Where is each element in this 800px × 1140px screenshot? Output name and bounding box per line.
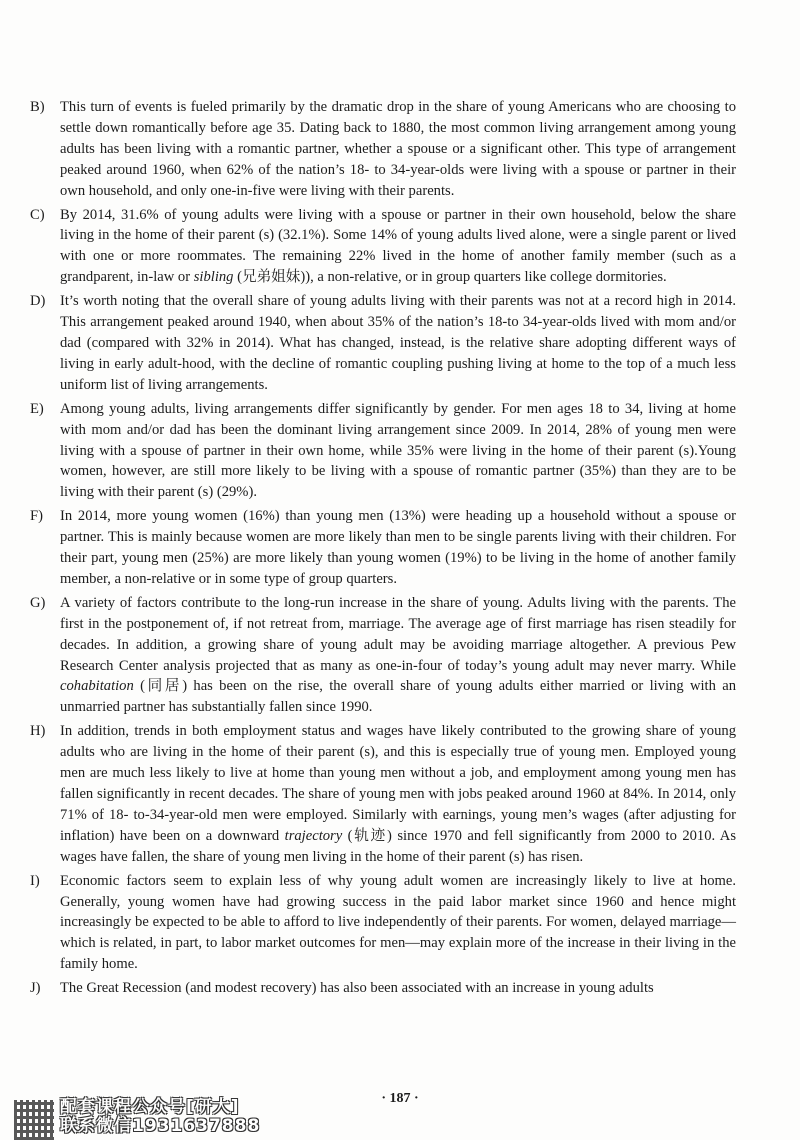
paragraph-text: A variety of factors contribute to the long-run increase in the share of young. Adults living with the parents. The first in the postponement of, if not retreat from, marriage. The average age of first marriage has risen steadily for decades. In addition, a growing share of young adult may be avoiding marriage altogether. A previous Pew Research Center analysis projected that as many as one-in-four of today’s young adult may never marry. While cohabitation (同居) has been on the rise, the overall share of young adults either married or living with an unmarried partner has substantially fallen since 1990. (60, 594, 736, 716)
paragraph-j (30, 978, 736, 999)
watermark-line-1: 配套课程公众号[研大] (60, 1097, 240, 1117)
page-number: · 187 · (381, 1091, 419, 1106)
paragraph-g (30, 593, 736, 718)
paragraph-c (30, 205, 736, 289)
paragraph-letter: I) (30, 872, 40, 889)
document-body (30, 97, 736, 1002)
paragraph-text: The Great Recession (and modest recovery) has also been associated with an increase in young adults (60, 980, 654, 997)
watermark-banner (60, 1098, 260, 1136)
paragraph-letter: G) (30, 594, 46, 611)
paragraph-text: By 2014, 31.6% of young adults were living with a spouse or partner in their own household, below the share living in the home of their parent (s) (32.1%). Some 14% of young adults lived alone, were a single parent or lived with one or more roommates. The remaining 22% lived in the home of another family member (such as a grandparent, in-law or sibling (兄弟姐妹)), a non-relative, or in group quarters like college dormitories. (60, 206, 736, 286)
paragraph-letter: F) (30, 508, 43, 525)
paragraph-text: It’s worth noting that the overall share of young adults living with their parents was not at a record high in 2014. This arrangement peaked around 1940, when about 35% of the nation’s 18-to 34-year-olds lived with mom and/or dad (compared with 32% in 2014). What has changed, instead, is the relative share adopting different ways of living in early adult-hood, with the decline of romantic coupling pushing living at home to the top of a much less uniform list of living arrangements. (60, 293, 736, 393)
paragraph-letter: B) (30, 99, 45, 115)
paragraph-text: In 2014, more young women (16%) than young men (13%) were heading up a household without a spouse or partner. This is mainly because women are more likely than men to be single parents living with their children. For their part, young men (25%) are more likely than young women (19%) to be living in the home of another family member, a non-relative or in some type of group quarters. (60, 508, 736, 587)
paragraph-letter: D) (30, 293, 46, 310)
paragraph-letter: H) (30, 723, 46, 740)
paragraph-text: Economic factors seem to explain less of why young adult women are increasingly likely to live at home. Generally, young women have had growing success in the paid labor market since 1960 and hence might increasingly be expected to be able to afford to live independently of their parents. For women, delayed marriage—which is related, in part, to labor market outcomes for men—may explain more of the increase in their living in the family home. (60, 872, 736, 973)
paragraph-i (30, 871, 736, 976)
paragraph-h (30, 721, 736, 867)
watermark-line-2: 联系微信1931637888 (60, 1116, 261, 1136)
paragraph-e (30, 399, 736, 504)
paragraph-letter: C) (30, 206, 45, 223)
glossary-term: sibling (193, 269, 234, 286)
paragraph-letter: E) (30, 400, 44, 417)
paragraph-b (30, 97, 736, 202)
qr-code-icon (14, 1100, 54, 1140)
paragraph-text: This turn of events is fueled primarily by the dramatic drop in the share of young Americans who are choosing to settle down romantically before age 35. Dating back to 1880, the most common living arrangement among young adults has been living with a romantic partner, whether a spouse or a significant other. This type of arrangement peaked around 1960, when 62% of the nation’s 18- to 34-year-olds were living with a spouse or partner in their own household, and only one-in-five were living with their parents. (60, 99, 736, 199)
glossary-term: trajectory (284, 827, 343, 844)
glossary-term: cohabitation (60, 678, 134, 695)
paragraph-text: In addition, trends in both employment status and wages have likely contributed to the growing share of young adults who are living in the home of their parent (s), and this is especially true of young men. Employed young men are much less likely to live at home than young men without a job, and employment among young men has fallen significantly in recent decades. The share of young men with jobs peaked around 1960 at 84%. In 2014, only 71% of 18- to-34-year-old men were employed. Similarly with earnings, young men’s wages (after adjusting for inflation) have been on a downward trajectory (轨迹) since 1970 and fell significantly from 2000 to 2010. As wages have fallen, the share of young men living in the home of their parent (s) has risen. (60, 723, 736, 865)
paragraph-letter: J) (30, 980, 41, 997)
paragraph-text: Among young adults, living arrangements differ significantly by gender. For men ages 18 to 34, living at home with mom and/or dad has been the dominant living arrangement since 2009. In 2014, 28% of young men were living with a spouse of partner in their own home, while 35% were living in the home of their parent (s).Young women, however, are still more likely to be living with a spouse of romantic partner (35%) than they are to be living with their parent (s) (29%). (60, 400, 736, 501)
paragraph-f (30, 506, 736, 590)
paragraph-d (30, 291, 736, 396)
